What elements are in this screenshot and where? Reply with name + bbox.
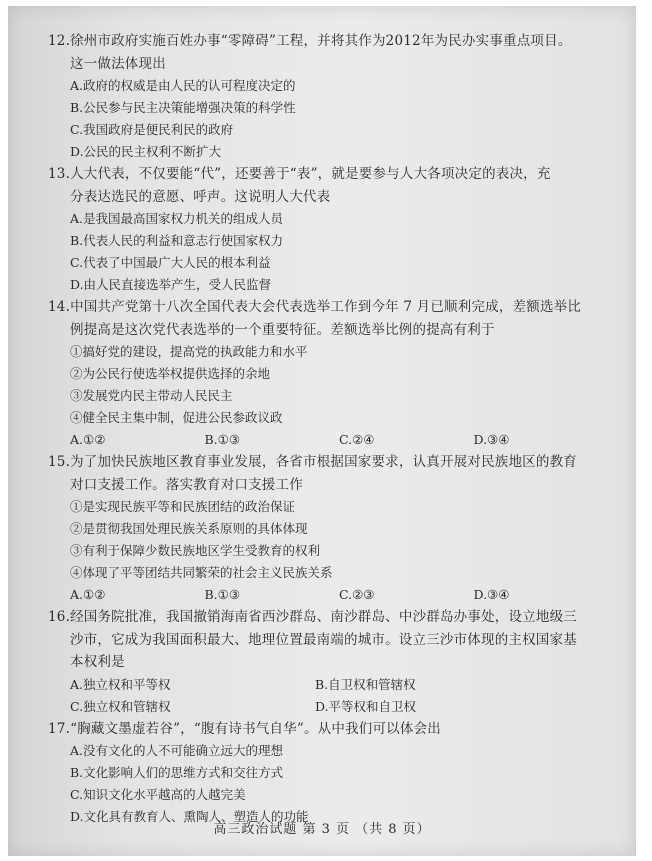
option-d: D.公民的民主权利不断扩大 — [70, 144, 222, 159]
statement-item: ②为公民行使选举权提供选择的余地 — [70, 366, 271, 381]
choice-b: B.①③ — [204, 587, 241, 602]
answer-choices — [48, 674, 608, 718]
option-a: A.政府的权威是由人民的认可程度决定的 — [70, 78, 296, 93]
choice-d: D.③④ — [473, 432, 510, 447]
choice-c: C.独立权和管辖权 — [70, 698, 171, 714]
statement-item: ③发展党内民主带动人民民主 — [70, 388, 233, 403]
choice-b: B.自卫权和管辖权 — [315, 676, 416, 692]
option-d: D.文化具有教育人、熏陶人、塑造人的功能 — [70, 809, 309, 824]
option-b: B.公民参与民主决策能增强决策的科学性 — [70, 100, 296, 115]
option-d: D.由人民直接选举产生，受人民监督 — [70, 277, 272, 292]
question-stem-line: 这一做法体现出 — [70, 55, 166, 72]
question-13 — [48, 163, 608, 296]
choice-d: D.③④ — [473, 587, 510, 602]
question-stem-line: 14.中国共产党第十八次全国代表大会代表选举工作到今年 7 月已顺利完成，差额选举比 — [48, 299, 582, 315]
choice-c: C.②③ — [339, 587, 375, 602]
statement-item: ②是贯彻我国处理民族关系原则的具体体现 — [70, 521, 308, 536]
question-stem-line: 15.为了加快民族地区教育事业发展，各省市根据国家要求，认真开展对民族地区的教育 — [48, 454, 577, 470]
page-content — [48, 30, 608, 828]
option-a: A.是我国最高国家权力机关的组成人员 — [70, 211, 284, 226]
statement-item: ①是实现民族平等和民族团结的政治保证 — [70, 499, 296, 514]
page-footer: 高三政治试题 第 3 页 （共 8 页） — [213, 822, 431, 837]
option-c: C.代表了中国最广大人民的根本利益 — [70, 255, 271, 270]
question-stem-line: 12.徐州市政府实施百姓办事“零障碍”工程，并将其作为2012年为民办实事重点项目。 — [48, 33, 572, 49]
question-17 — [48, 718, 608, 829]
exam-page — [8, 6, 636, 856]
question-stem-line: 分表达选民的意愿、呼声。这说明人大代表 — [70, 188, 331, 205]
question-14 — [48, 296, 608, 451]
choice-a: A.独立权和平等权 — [70, 676, 171, 692]
statement-item: ③有利于保障少数民族地区学生受教育的权利 — [70, 543, 321, 558]
statement-item: ①搞好党的建设，提高党的执政能力和水平 — [70, 344, 308, 359]
statement-item: ④体现了平等团结共同繁荣的社会主义民族关系 — [70, 565, 333, 580]
option-b: B.文化影响人们的思维方式和交往方式 — [70, 765, 284, 780]
option-a: A.没有文化的人不可能确立远大的理想 — [70, 743, 284, 758]
option-b: B.代表人民的利益和意志行使国家权力 — [70, 233, 284, 248]
option-c: C.我国政府是便民利民的政府 — [70, 122, 234, 137]
answer-choices — [48, 584, 608, 606]
question-stem-line: 对口支援工作。落实教育对口支援工作 — [70, 476, 303, 493]
question-12 — [48, 30, 608, 163]
question-15 — [48, 451, 608, 606]
question-stem-line: 16.经国务院批准，我国撤销海南省西沙群岛、南沙群岛、中沙群岛办事处，设立地级三 — [48, 609, 577, 625]
question-stem-line: 13.人大代表，不仅要能“代”，还要善于“表”，就是要参与人大各项决定的表决，充 — [48, 166, 551, 182]
choice-b: B.①③ — [204, 432, 241, 447]
question-stem-line: 本权利是 — [70, 654, 125, 670]
statement-item: ④健全民主集中制，促进公民参政议政 — [70, 410, 283, 425]
choice-a: A.①② — [70, 587, 106, 602]
question-16 — [48, 606, 608, 718]
answer-choices — [48, 429, 608, 451]
option-c: C.知识文化水平越高的人越完美 — [70, 787, 246, 802]
question-stem-line: 17.“胸藏文墨虚若谷”，“腹有诗书气自华”。从中我们可以体会出 — [48, 720, 441, 737]
choice-d: D.平等权和自卫权 — [315, 698, 417, 714]
choice-a: A.①② — [70, 432, 106, 447]
question-stem-line: 例提高是这次党代表选举的一个重要特征。差额选举比例的提高有利于 — [70, 321, 495, 338]
question-stem-line: 沙市，它成为我国面积最大、地理位置最南端的城市。设立三沙市体现的主权国家基 — [70, 631, 577, 648]
choice-c: C.②④ — [339, 432, 375, 447]
